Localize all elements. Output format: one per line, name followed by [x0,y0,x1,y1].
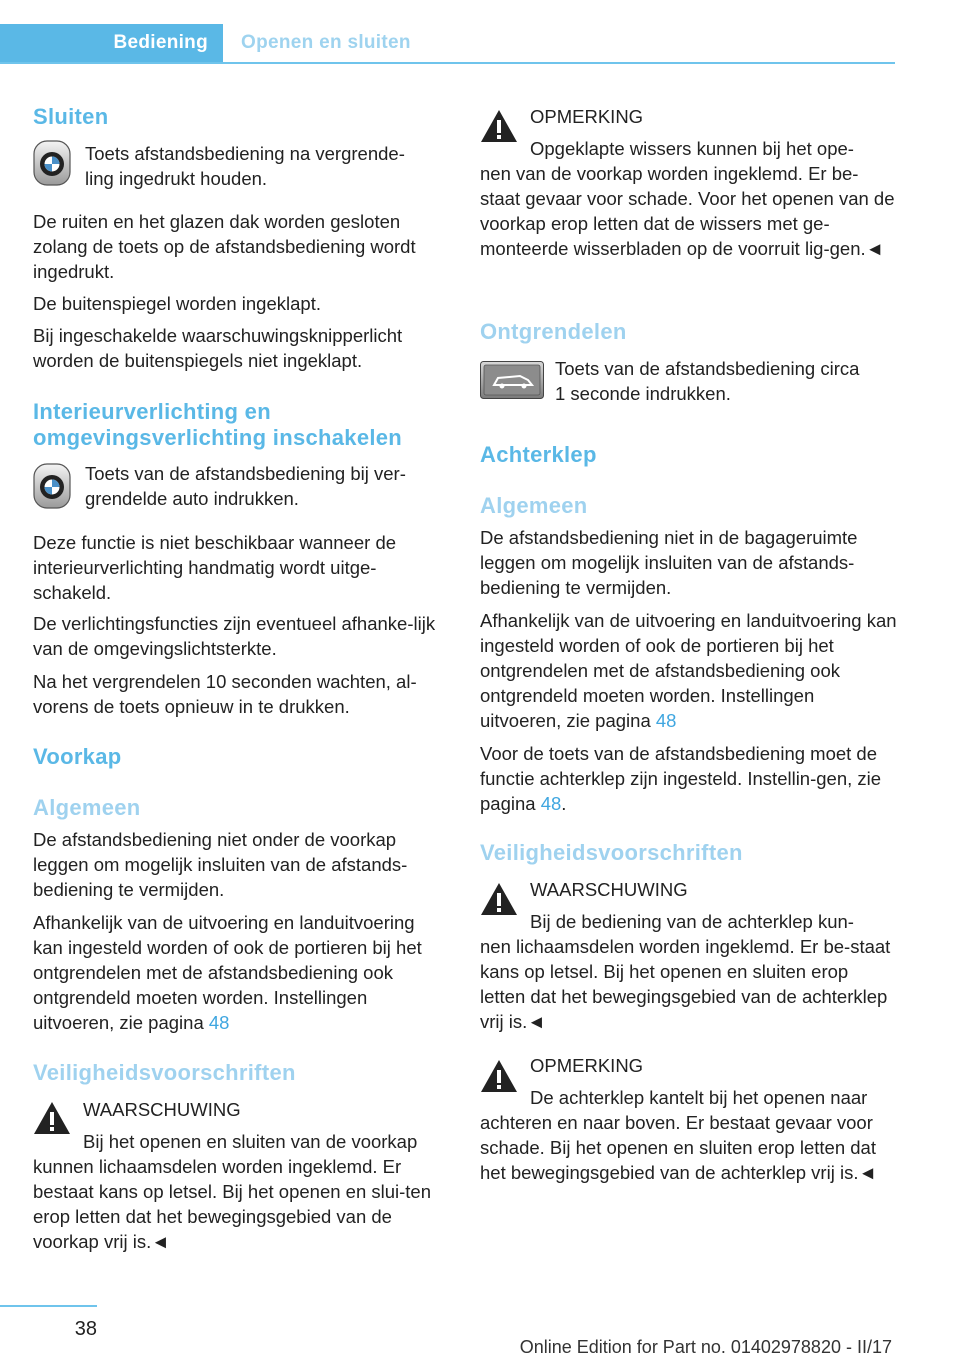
note-first-line: Opgeklapte wissers kunnen bij het ope- [530,138,854,159]
bmw-key-icon [33,463,71,509]
note-text: nen van de voorkap worden ingeklemd. Er be-staat gevaar voor schade. Voor het openen van de voorkap erop letten dat de wissers met ge-monteerde wisserbladen op de voorruit lig-gen.◄ [480,163,895,259]
warning-icon [33,1100,71,1136]
paragraph: De ruiten en het glazen dak worden gesloten zolang de toets op de afstandsbediening wordt ingedrukt. [33,211,416,282]
interieur-key-text-1: Toets van de afstandsbediening bij ver- [85,463,406,484]
paragraph: Deze functie is niet beschikbaar wanneer de interieurverlichting handmatig wordt uitge-schakeld. [33,532,397,603]
warning-text: nen lichaamsdelen worden ingeklemd. Er be-staat kans op letsel. Bij het openen en sluiten erop letten dat het bewegingsgebied van de achterklep vrij is.◄ [480,936,891,1032]
edition-text: Online Edition for Part no. 01402978820 - II/17 [519,1337,892,1357]
footer-divider [0,1305,97,1307]
warning-icon [480,1058,518,1094]
sluiten-key-text-1: Toets afstandsbediening na vergrende- [85,143,405,164]
paragraph: Bij ingeschakelde waarschuwingsknipperlicht worden de buitenspiegels niet ingeklapt. [33,325,403,371]
bmw-key-icon [33,140,71,186]
ontgrendelen-text-1: Toets van de afstandsbediening circa [555,358,860,379]
heading-interieur-1: Interieurverlichting en [33,399,271,424]
tab-bediening[interactable]: Bediening [0,24,223,62]
page-link[interactable]: 48 [208,1012,230,1033]
heading-veiligheid: Veiligheidsvoorschriften [33,1060,296,1085]
warning-label: WAARSCHUWING [83,1099,241,1120]
warning-first-line: Bij het openen en sluiten van de voorkap [83,1131,418,1152]
paragraph: De afstandsbediening niet in de bagageruimte leggen om mogelijk insluiten van de afstands-bediening te vermijden. [480,527,858,598]
heading-sluiten: Sluiten [33,104,109,129]
note-label: OPMERKING [530,106,644,127]
paragraph: De buitenspiegel worden ingeklapt. [33,293,321,314]
warning-first-line: Bij de bediening van de achterklep kun- [530,911,854,932]
paragraph: De verlichtingsfuncties zijn eventueel afhanke-lijk van de omgevingslichtsterkte. [33,613,436,659]
note-label: OPMERKING [530,1055,644,1076]
warning-label: WAARSCHUWING [530,879,688,900]
car-unlock-button-icon [480,361,544,399]
warning-icon [480,108,518,144]
page-link[interactable]: 48 [540,793,562,814]
paragraph: Afhankelijk van de uitvoering en landuitvoering kan ingesteld worden of ook de portieren bij het ontgrendelen met de afstandsbediening ook ontgrendeld moeten worden. Instellingen uitvoeren, zie pagina 48 [480,610,897,731]
paragraph: Voor de toets van de afstandsbediening moet de functie achterklep zijn ingesteld. Instellin-gen, zie pagina 48. [480,743,882,814]
heading-algemeen: Algemeen [480,493,588,518]
warning-text: kunnen lichaamsdelen worden ingeklemd. Er bestaat kans op letsel. Bij het openen en slui-ten erop letten dat het bewegingsgebied van de voorkap vrij is.◄ [33,1156,432,1252]
header-tabbar [0,24,895,64]
paragraph: De afstandsbediening niet onder de voorkap leggen om mogelijk insluiten van de afstands-bediening te vermijden. [33,829,408,900]
tab-openen-en-sluiten[interactable]: Openen en sluiten [241,32,411,53]
heading-interieur-2: omgevingsverlichting inschakelen [33,425,403,450]
paragraph: Na het vergrendelen 10 seconden wachten, al-vorens de toets opnieuw in te drukken. [33,671,417,717]
ontgrendelen-text-2: 1 seconde indrukken. [555,383,731,404]
warning-icon [480,881,518,917]
heading-ontgrendelen: Ontgrendelen [480,319,627,344]
sluiten-key-text-2: ling ingedrukt houden. [85,168,268,189]
heading-veiligheid: Veiligheidsvoorschriften [480,840,743,865]
heading-algemeen: Algemeen [33,795,141,820]
heading-achterklep: Achterklep [480,442,597,467]
note-text: achteren en naar boven. Er bestaat gevaar voor schade. Bij het openen en sluiten erop letten dat het bewegingsgebied van de achterklep vrij is.◄ [480,1112,877,1183]
page-link[interactable]: 48 [655,710,677,731]
page-number: 38 [74,1318,97,1340]
heading-voorkap: Voorkap [33,744,122,769]
interieur-key-text-2: grendelde auto indrukken. [85,488,299,509]
paragraph: Afhankelijk van de uitvoering en landuitvoering kan ingesteld worden of ook de portieren bij het ontgrendelen met de afstandsbediening ook ontgrendeld moeten worden. Instellingen uitvoeren, zie pagina 48 [33,912,422,1033]
note-first-line: De achterklep kantelt bij het openen naar [530,1087,868,1108]
